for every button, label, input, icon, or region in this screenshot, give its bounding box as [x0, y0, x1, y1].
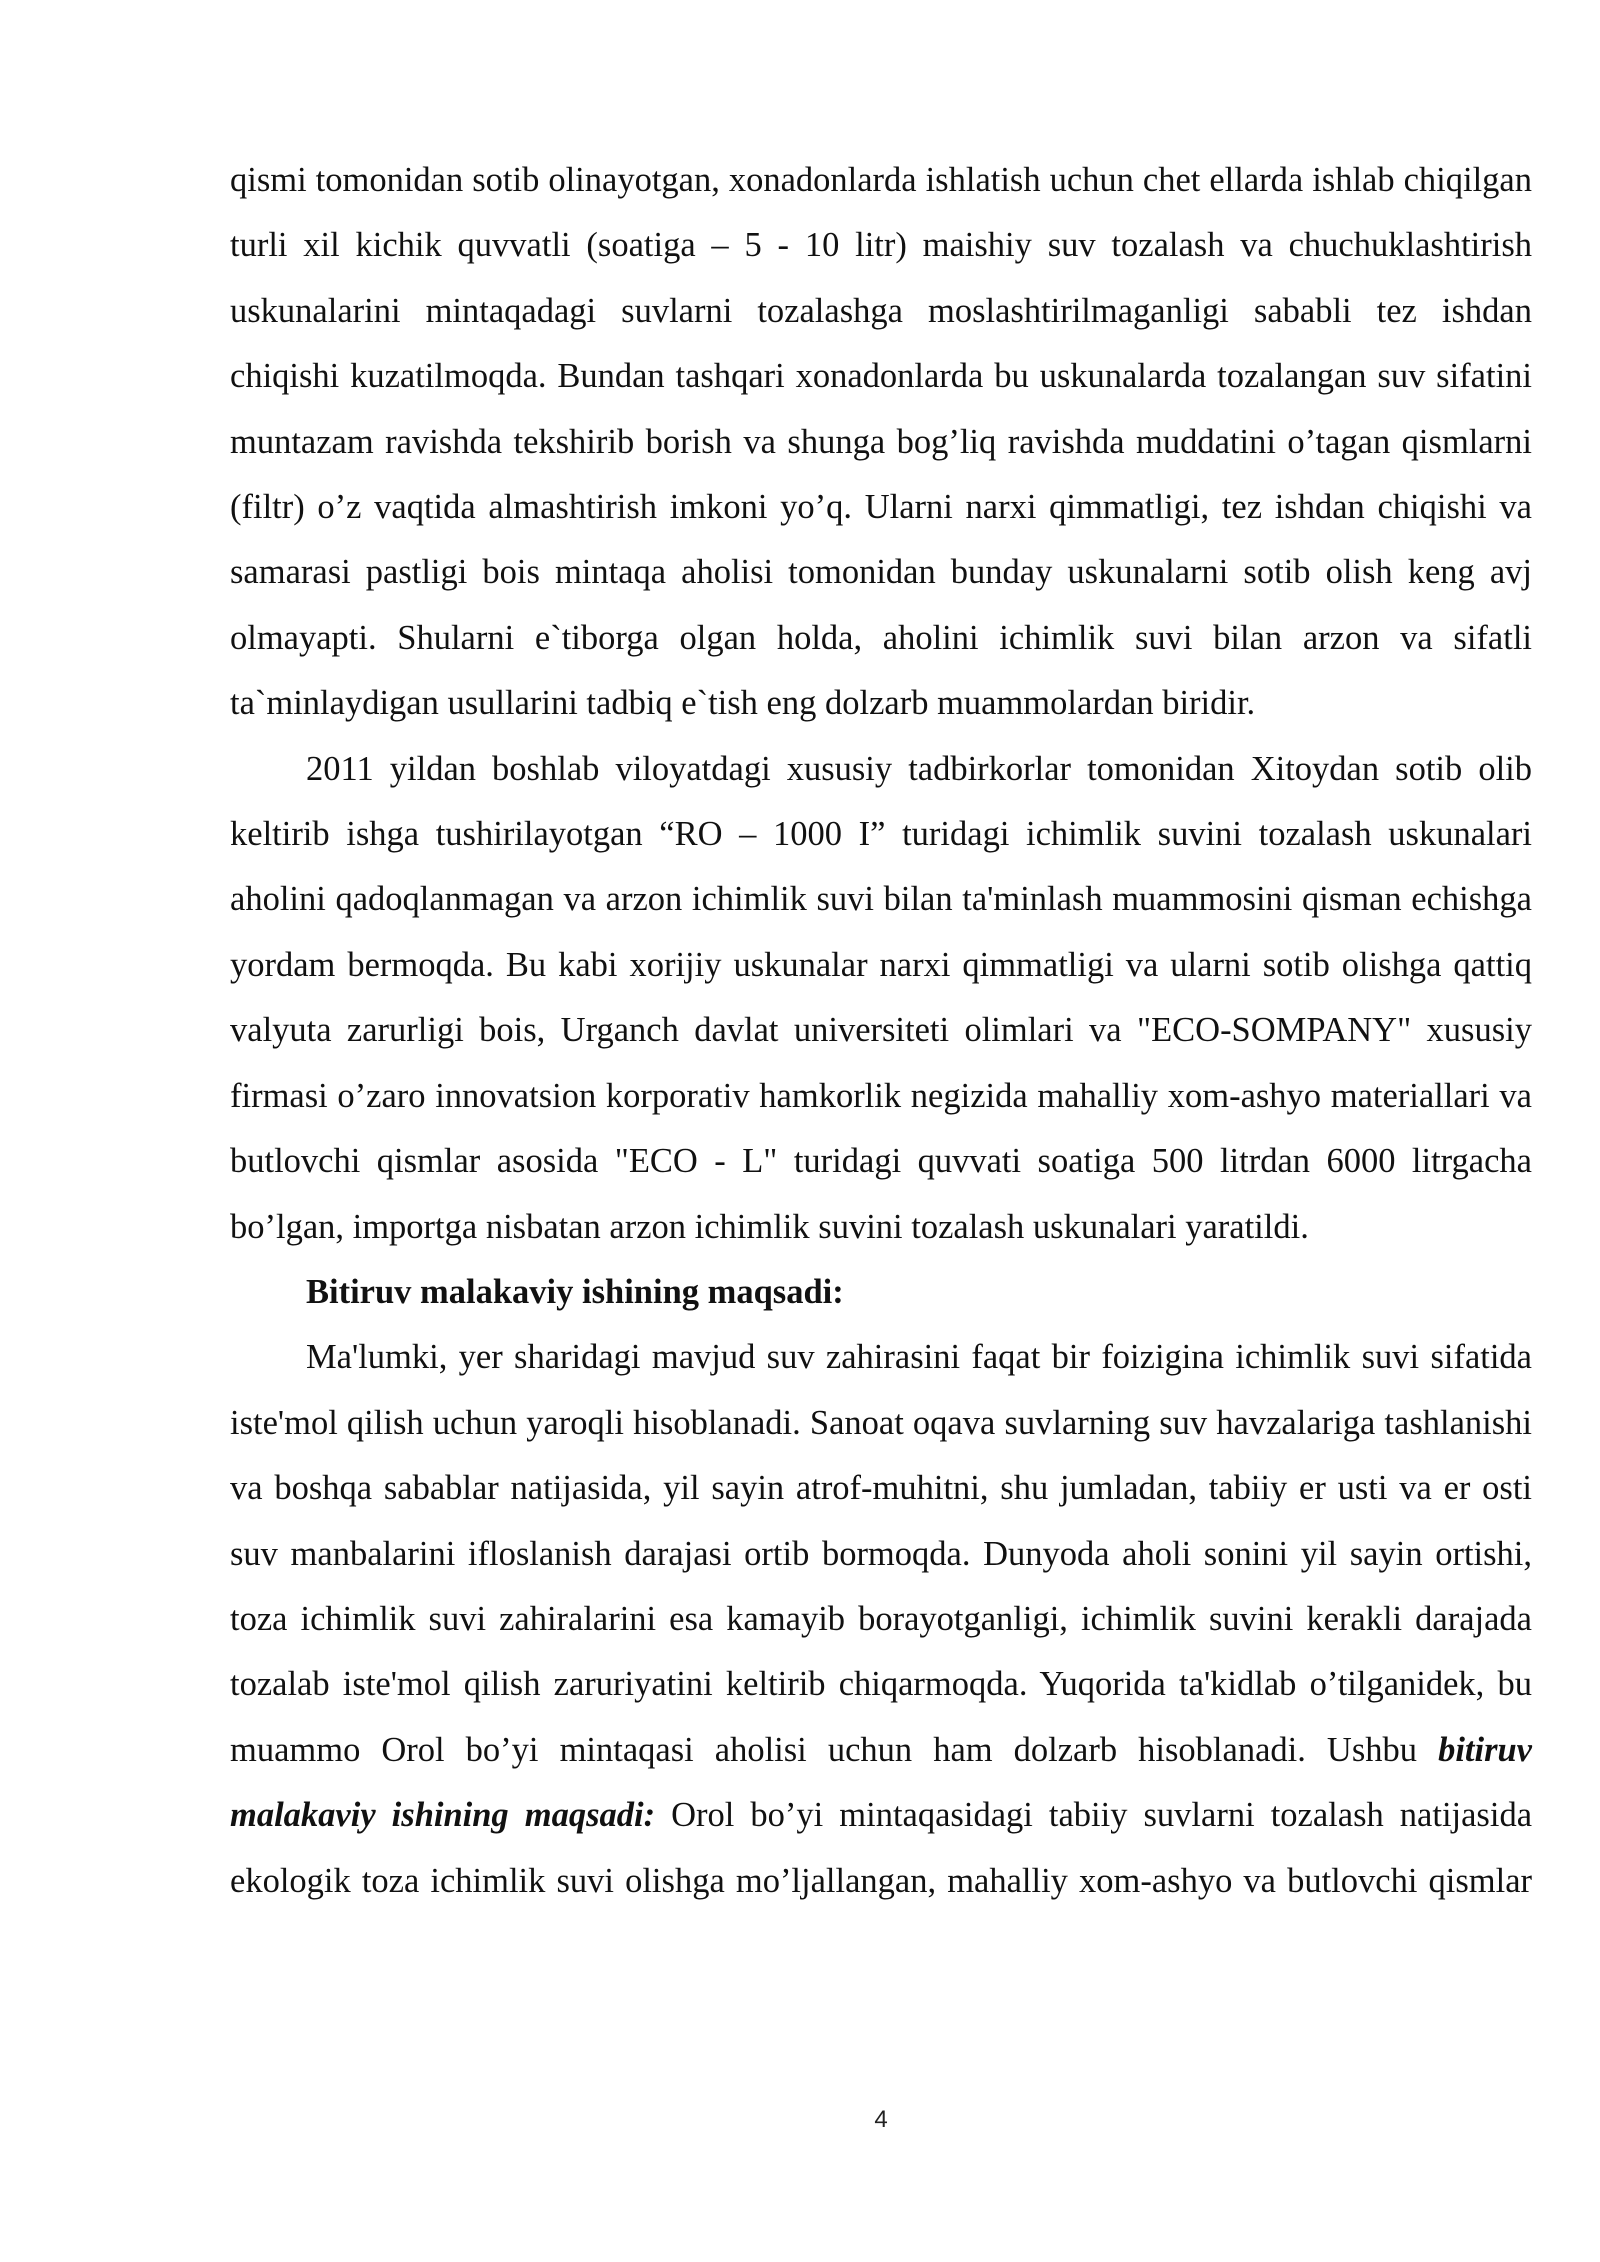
purpose-emphasis: bitiruv malakaviy ishining maqsadi:	[230, 1730, 1532, 1835]
paragraph-ro-1000: 2011 yildan boshlab viloyatdagi xususiy tadbirkorlar tomonidan Xitoydan sotib olib keltirib ishga tushirilayotgan “RO – 1000 I” turidagi ichimlik suvini tozalash uskunalari aholini qadoqlanmagan va arzon ichimlik suvi bilan ta'minlash muammosini qisman echishga yordam bermoqda. Bu kabi xorijiy uskunalar narxi qimmatligi va ularni sotib olishga qattiq valyuta zarurligi bois, Urganch davlat universiteti olimlari va "ECO-SOMPANY" xususiy firmasi o’zaro innovatsion korporativ hamkorlik negizida mahalliy xom-ashyo materiallari va butlovchi qismlar asosida "ECO - L" turidagi quvvati soatiga 500 litrdan 6000 litrgacha bo’lgan, importga nisbatan arzon ichimlik suvini tozalash uskunalari yaratildi.	[230, 749, 1532, 1246]
document-body	[230, 148, 1532, 1914]
paragraph-continued: qismi tomonidan sotib olinayotgan, xonadonlarda ishlatish uchun chet ellarda ishlab chiqilgan turli xil kichik quvvatli (soatiga – 5 - 10 litr) maishiy suv tozalash va chuchuklashtirish uskunalarini mintaqadagi suvlarni tozalashga moslashtirilmaganligi sababli tez ishdan chiqishi kuzatilmoqda. Bundan tashqari xonadonlarda bu uskunalarda tozalangan suv sifatini muntazam ravishda tekshirib borish va shunga bog’liq ravishda muddatini o’tagan qismlarni (filtr) o’z vaqtida almashtirish imkoni yo’q. Ularni narxi qimmatligi, tez ishdan chiqishi va samarasi pastligi bois mintaqa aholisi tomonidan bunday uskunalarni sotib olish keng avj olmayapti. Shularni e`tiborga olgan holda, aholini ichimlik suvi bilan arzon va sifatli ta`minlaydigan usullarini tadbiq e`tish eng dolzarb muammolardan biridir.	[230, 161, 1532, 723]
section-heading: Bitiruv malakaviy ishining maqsadi:	[306, 1272, 844, 1311]
paragraph-purpose-text-end: Orol bo’yi mintaqasidagi tabiiy suvlarni tozalash natijasida ekologik toza ichimlik suvi olishga mo’ljallangan, mahalliy xom-ashyo va butlovchi qismlar	[230, 1796, 1533, 1900]
paragraph-purpose-text-start: Ma'lumki, yer sharidagi mavjud suv zahirasini faqat bir foizigina ichimlik suvi sifatida iste'mol qilish uchun yaroqli hisoblanadi. Sanoat oqava suvlarning suv havzalariga tashlanishi va boshqa sabablar natijasida, yil sayin atrof-muhitni, shu jumladan, tabiiy er usti va er osti suv manbalarini ifloslanish darajasi ortib bormoqda. Dunyoda aholi sonini yil sayin ortishi, toza ichimlik suvi zahiralarini esa kamayib borayotganligi, ichimlik suvini kerakli darajada tozalab iste'mol qilish zaruriyatini keltirib chiqarmoqda. Yuqorida ta'kidlab o’tilganidek, bu muammo Orol bo’yi mintaqasi aholisi uchun ham dolzarb hisoblanadi. Ushbu	[230, 1338, 1532, 1769]
paragraph-purpose	[230, 1325, 1532, 1914]
page-number: 4	[874, 2106, 888, 2133]
